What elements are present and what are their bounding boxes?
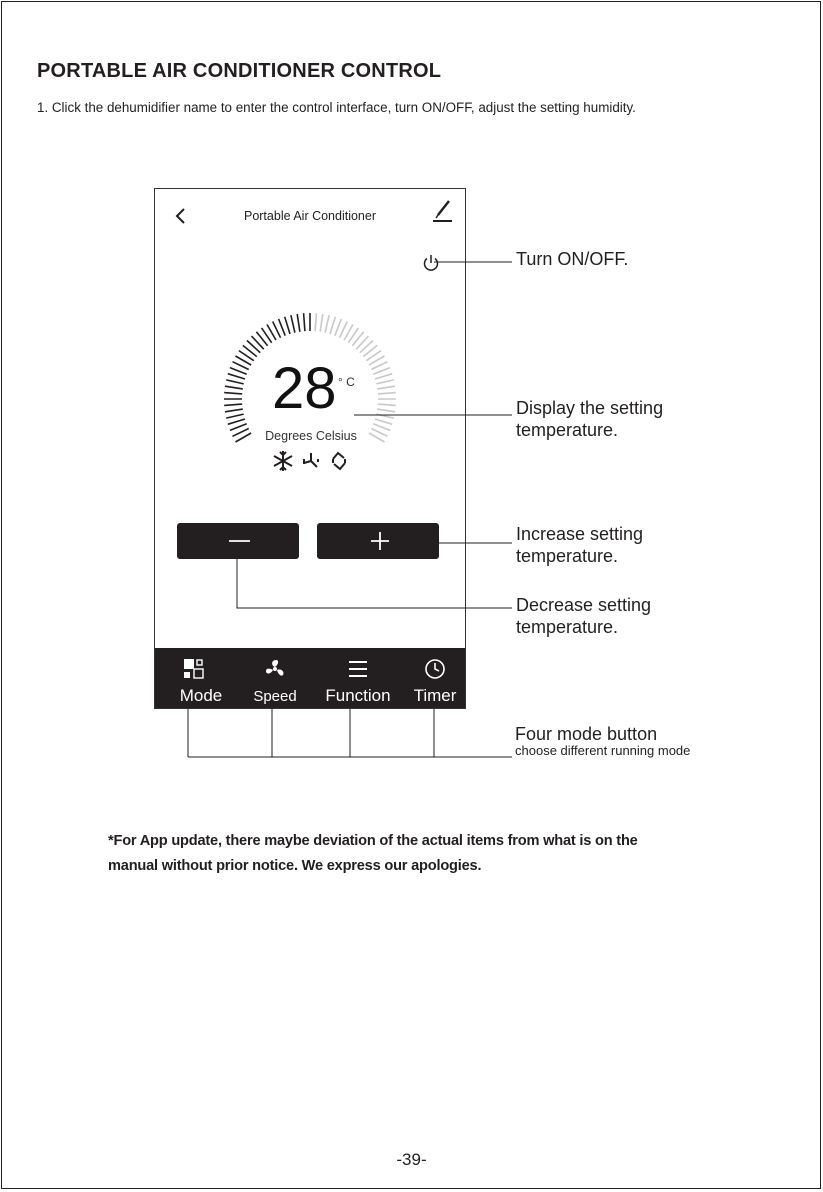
tab-speed-label: Speed xyxy=(253,688,297,705)
speed-icon xyxy=(263,658,287,680)
bottom-tab-bar xyxy=(155,648,466,709)
temperature-unit: ° C xyxy=(338,375,355,389)
callout-display-line1: Display the setting xyxy=(516,398,664,418)
decrease-temperature-button[interactable] xyxy=(177,523,299,559)
dial-tick xyxy=(335,319,342,336)
dial-tick xyxy=(279,319,286,336)
increase-temperature-button[interactable] xyxy=(317,523,439,559)
callout-modes-title: Four mode button xyxy=(515,724,658,744)
dial-tick xyxy=(226,414,244,418)
dial-tick xyxy=(291,315,295,333)
update-notice-line2: manual without prior notice. We express our apologies. xyxy=(108,858,482,874)
update-notice-line1: *For App update, there maybe deviation of the actual items from what is on the xyxy=(108,833,638,849)
dial-tick xyxy=(228,419,245,424)
function-icon xyxy=(347,658,369,680)
callout-power: Turn ON/OFF. xyxy=(516,249,629,269)
dial-tick xyxy=(228,374,245,379)
power-icon[interactable] xyxy=(422,253,440,273)
dial-tick xyxy=(304,313,305,331)
timer-icon xyxy=(424,658,446,680)
snowflake-icon xyxy=(274,451,292,471)
fan-icon xyxy=(304,453,318,467)
mode-status-icons xyxy=(272,449,352,473)
page-number: -39- xyxy=(396,1150,427,1169)
tab-mode[interactable] xyxy=(171,648,231,709)
update-notice xyxy=(108,829,638,879)
dial-tick xyxy=(376,380,394,384)
plus-icon xyxy=(317,523,439,559)
callout-decrease-line1: Decrease setting xyxy=(516,595,652,615)
tab-function[interactable] xyxy=(319,648,397,709)
dial-tick xyxy=(325,315,329,333)
dial-tick xyxy=(225,386,243,389)
dial-tick xyxy=(378,404,396,405)
dial-tick xyxy=(320,314,323,332)
intro-text: 1. Click the dehumidifier name to enter the control interface, turn ON/OFF, adjust the setting humidity. xyxy=(37,100,636,115)
tab-timer-label: Timer xyxy=(413,686,457,705)
dial-tick xyxy=(224,404,242,405)
dial-tick xyxy=(376,414,394,418)
dial-tick xyxy=(315,313,316,331)
minus-icon xyxy=(177,523,299,559)
dial-tick xyxy=(224,393,242,394)
dial-tick xyxy=(230,368,247,375)
dial-tick xyxy=(377,409,395,412)
mode-icon xyxy=(183,658,205,680)
dial-tick xyxy=(330,317,335,334)
dial-tick xyxy=(285,317,290,334)
cycle-icon xyxy=(333,453,345,469)
callout-increase-line2: temperature. xyxy=(516,546,619,566)
app-title[interactable]: Portable Air Conditioner xyxy=(243,209,377,223)
page-heading: PORTABLE AIR CONDITIONER CONTROL xyxy=(37,60,442,82)
temperature-value: 28 xyxy=(272,356,337,421)
callout-increase-line1: Increase setting xyxy=(516,524,644,544)
temperature-unit-caption: Degrees Celsius xyxy=(265,429,357,443)
dial-tick xyxy=(377,386,395,389)
callout-modes-subtitle: choose different running mode xyxy=(515,743,691,758)
dial-tick xyxy=(297,314,300,332)
tab-mode-label: Mode xyxy=(179,686,223,705)
phone-screen xyxy=(154,188,466,709)
tab-function-label: Function xyxy=(325,686,391,705)
tab-speed[interactable] xyxy=(243,648,307,709)
dial-tick xyxy=(375,419,392,424)
tab-timer[interactable] xyxy=(405,648,465,709)
edit-icon[interactable] xyxy=(431,198,455,224)
dial-tick xyxy=(226,380,244,384)
callout-decrease-line2: temperature. xyxy=(516,617,619,637)
dial-tick xyxy=(378,393,396,394)
dial-tick xyxy=(225,409,243,412)
dial-tick xyxy=(373,368,390,375)
callout-display-line2: temperature. xyxy=(516,420,619,440)
dial-tick xyxy=(375,374,392,379)
